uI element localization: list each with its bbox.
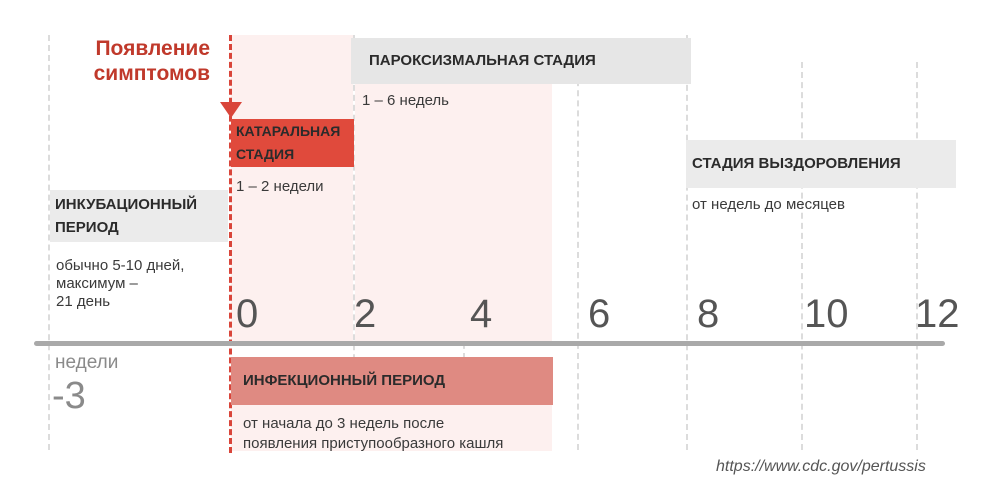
infectious-label: ИНФЕКЦИОННЫЙ ПЕРИОД — [243, 372, 446, 389]
incubation-box — [50, 190, 228, 242]
convalescent-label: СТАДИЯ ВЫЗДОРОВЛЕНИЯ — [692, 155, 901, 172]
source-link[interactable]: https://www.cdc.gov/pertussis — [716, 458, 926, 475]
onset-label-line2: симптомов — [93, 62, 210, 85]
paroxysmal-band — [355, 84, 552, 345]
incubation-desc-line2: максимум – — [56, 275, 138, 292]
tick-8: 8 — [697, 292, 720, 336]
catarrhal-label-line1: КАТАРАЛЬНАЯ — [236, 123, 341, 139]
tick-4: 4 — [470, 292, 493, 336]
gridline-8 — [686, 35, 688, 450]
paroxysmal-duration: 1 – 6 недель — [362, 92, 449, 109]
onset-label-line1: Появление — [95, 37, 210, 60]
tick-2: 2 — [354, 292, 377, 336]
catarrhal-label-line2: СТАДИЯ — [236, 146, 295, 162]
infectious-desc-line2: появления приступообразного кашля — [243, 435, 504, 452]
incubation-label-line1: ИНКУБАЦИОННЫЙ — [55, 196, 198, 213]
tick-6: 6 — [588, 292, 611, 336]
axis-unit-label: недели — [55, 352, 119, 373]
incubation-description — [56, 257, 184, 311]
incubation-label-line2: ПЕРИОД — [55, 219, 119, 236]
tick-10: 10 — [804, 292, 849, 336]
paroxysmal-label: ПАРОКСИЗМАЛЬНАЯ СТАДИЯ — [369, 52, 596, 69]
incubation-desc-line1: обычно 5-10 дней, — [56, 257, 185, 274]
catarrhal-box — [231, 119, 354, 167]
infectious-box — [231, 357, 553, 405]
gridline-6 — [577, 70, 579, 450]
onset-label — [74, 36, 210, 86]
catarrhal-duration: 1 – 2 недели — [236, 178, 324, 195]
gridline-10 — [801, 62, 803, 450]
tick-12: 12 — [915, 292, 960, 336]
onset-arrow-icon — [220, 102, 242, 118]
timeline-axis — [34, 341, 945, 346]
gridline-12 — [916, 62, 918, 450]
incubation-desc-line3: 21 день — [56, 293, 111, 310]
paroxysmal-box — [351, 38, 691, 84]
infectious-description — [243, 414, 503, 454]
infectious-desc-line1: от начала до 3 недель после — [243, 415, 445, 432]
convalescent-box — [686, 140, 956, 188]
convalescent-duration: от недель до месяцев — [692, 196, 845, 213]
axis-start-label: -3 — [52, 375, 86, 417]
tick-0: 0 — [236, 292, 259, 336]
gridline-minus3 — [48, 35, 50, 450]
